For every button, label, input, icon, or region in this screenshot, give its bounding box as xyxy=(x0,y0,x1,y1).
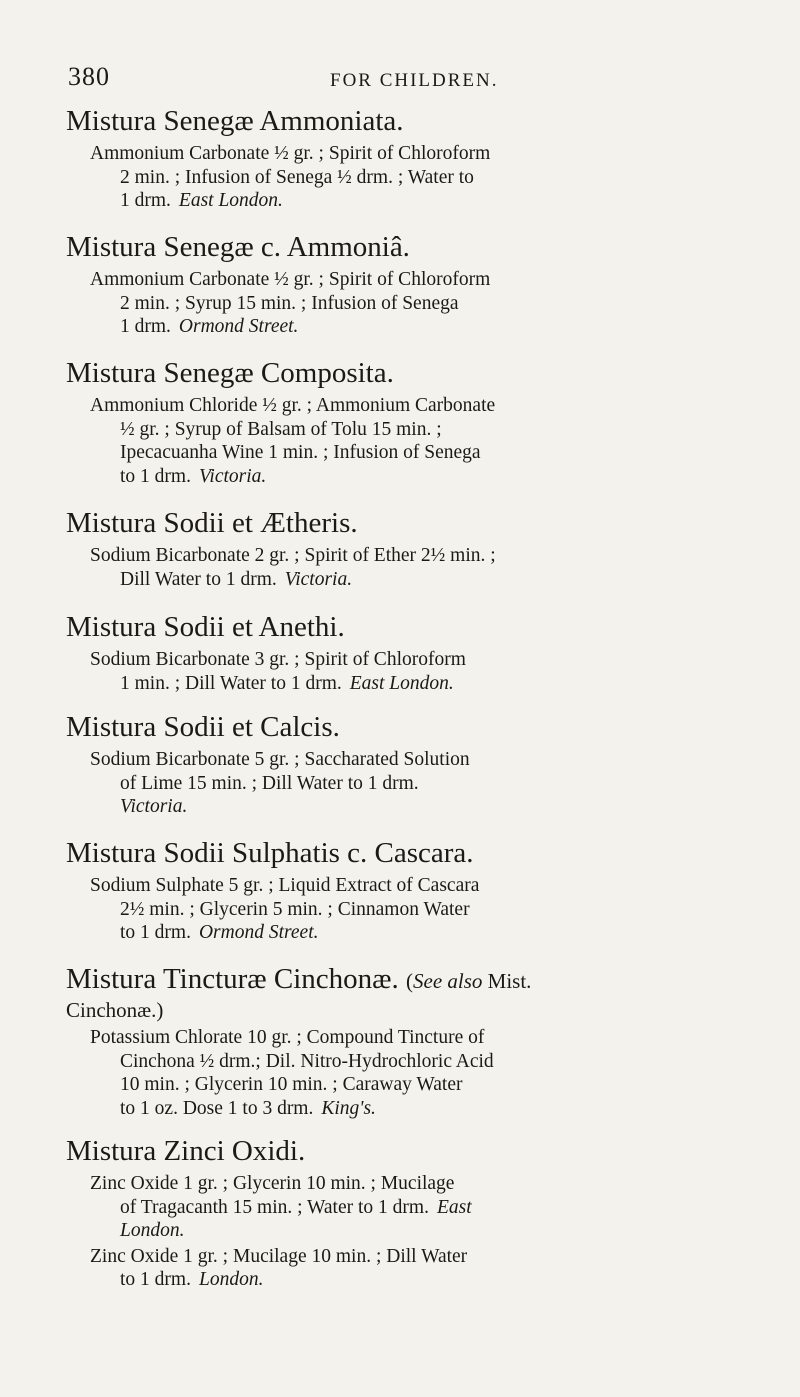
entry-title: Mistura Sodii et Anethi. xyxy=(66,611,345,643)
source-hospital: Victoria. xyxy=(284,568,353,590)
entry-senegae-composita xyxy=(0,356,800,488)
entry-title: Mistura Senegæ Composita. xyxy=(66,357,394,389)
entry-title: Mistura Tincturæ Cinchonæ. (See also Mist. xyxy=(66,963,532,995)
entry-text: Ammonium Carbonate ½ gr. ; Spirit of Chloroform 2 min. ; Syrup 15 min. ; Infusion of Senega 1 drm. Ormond Street. xyxy=(90,269,491,337)
source-hospital: London. xyxy=(198,1269,264,1290)
running-head: FOR CHILDREN. xyxy=(330,70,499,91)
entry-title: Mistura Zinci Oxidi. xyxy=(66,1135,306,1167)
entry-sodii-et-calcis xyxy=(0,710,800,819)
entry-text: Ammonium Chloride ½ gr. ; Ammonium Carbonate ½ gr. ; Syrup of Balsam of Tolu 15 min. ; Ipecacuanha Wine 1 min. ; Infusion of Senega to 1 drm. Victoria. xyxy=(90,395,496,487)
entry-text-variant: Zinc Oxide 1 gr. ; Mucilage 10 min. ; Dill Water to 1 drm. London. xyxy=(90,1245,468,1290)
title-continuation: Cinchonæ.) xyxy=(66,998,164,1022)
entry-title: Mistura Sodii et Calcis. xyxy=(66,711,340,743)
entry-text: Sodium Bicarbonate 5 gr. ; Saccharated Solution of Lime 15 min. ; Dill Water to 1 drm. Victoria. xyxy=(90,749,470,817)
source-hospital-cont: London. xyxy=(120,1220,185,1241)
entry-text: Potassium Chlorate 10 gr. ; Compound Tincture of Cinchona ½ drm.; Dil. Nitro-Hydrochloric Acid 10 min. ; Glycerin 10 min. ; Caraway Water to 1 oz. Dose 1 to 3 drm. King's. xyxy=(90,1027,494,1119)
source-hospital: Victoria. xyxy=(198,465,267,487)
entry-text: Zinc Oxide 1 gr. ; Glycerin 10 min. ; Mucilage of Tragacanth 15 min. ; Water to 1 drm. East London. xyxy=(90,1173,472,1241)
entry-sodii-et-aetheris xyxy=(0,506,800,591)
entry-text: Sodium Sulphate 5 gr. ; Liquid Extract of Cascara 2½ min. ; Glycerin 5 min. ; Cinnamon Water to 1 drm. Ormond Street. xyxy=(90,875,480,943)
entry-text: Ammonium Carbonate ½ gr. ; Spirit of Chloroform 2 min. ; Infusion of Senega ½ drm. ; Water to 1 drm. East London. xyxy=(90,143,491,211)
source-hospital: Victoria. xyxy=(120,796,188,817)
source-hospital: King's. xyxy=(321,1097,376,1119)
entry-text: Sodium Bicarbonate 2 gr. ; Spirit of Ether 2½ min. ; Dill Water to 1 drm. Victoria. xyxy=(90,545,496,590)
entry-sodii-sulphatis xyxy=(0,836,800,945)
source-hospital: East London. xyxy=(178,190,283,211)
cross-reference: (See also Mist. xyxy=(406,969,532,993)
entry-senegae-ammoniata xyxy=(0,104,800,213)
entry-senegae-c-ammonia xyxy=(0,230,800,339)
source-hospital: East London. xyxy=(349,672,454,694)
page-number: 380 xyxy=(68,62,110,91)
entry-text: Sodium Bicarbonate 3 gr. ; Spirit of Chloroform 1 min. ; Dill Water to 1 drm. East London. xyxy=(90,649,466,694)
entry-title: Mistura Sodii Sulphatis c. Cascara. xyxy=(66,837,474,869)
entry-title: Mistura Senegæ Ammoniata. xyxy=(66,105,404,137)
entry-zinci-oxidi xyxy=(0,1134,800,1292)
source-hospital: Ormond Street. xyxy=(198,922,319,943)
source-hospital: East xyxy=(436,1196,472,1218)
entry-title: Mistura Senegæ c. Ammoniâ. xyxy=(66,231,410,263)
source-hospital: Ormond Street. xyxy=(178,316,299,337)
entry-title: Mistura Sodii et Ætheris. xyxy=(66,507,358,539)
entry-tincturae-cinchonae xyxy=(0,962,800,1120)
entry-sodii-et-anethi xyxy=(0,610,800,695)
